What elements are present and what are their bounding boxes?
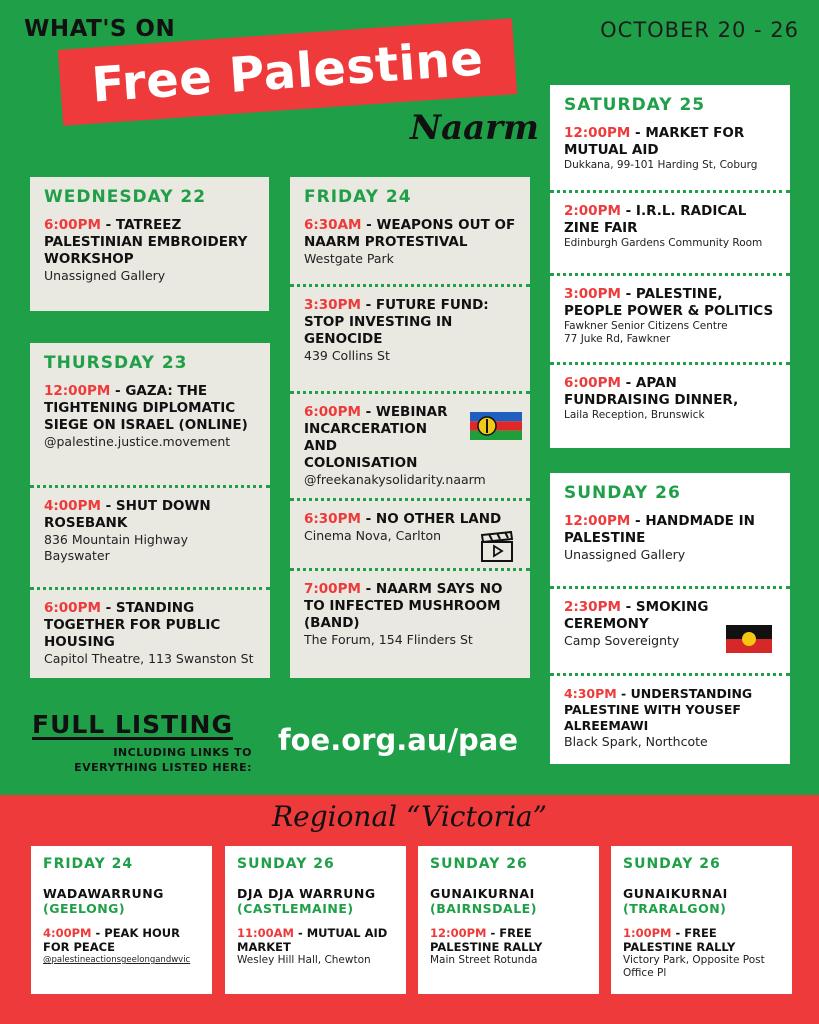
event-location: Wesley Hill Hall, Chewton [237,954,371,966]
event-item [550,273,790,362]
regional-heading: Regional “Victoria” [272,800,547,833]
kanaky-flag-icon [470,412,522,440]
location-title: Naarm [410,108,540,148]
event-time: 12:00PM [564,513,631,529]
event-location: Black Spark, Northcote [564,734,708,749]
event-item [30,373,270,485]
event-time: 6:30AM [304,217,362,233]
event-location: Capitol Theatre, 113 Swanston St [44,651,254,666]
event-title: - FREE PALESTINE RALLY [623,926,736,954]
event-time: 3:30PM [304,297,361,313]
event-title: - HANDMADE IN PALESTINE [564,513,755,546]
sunday-card [550,473,790,764]
event-time: 4:30PM [564,686,617,701]
whats-on-label: WHAT'S ON [24,16,176,42]
event-item [290,391,530,498]
event-item [550,503,790,586]
event-item [290,284,530,391]
regional-card [31,846,212,994]
friday-card [290,177,530,678]
event-location: Main Street Rotunda [430,954,538,966]
regional-day: FRIDAY 24 [43,856,134,872]
regional-town: (GEELONG) [43,901,126,916]
day-heading: SATURDAY 25 [564,95,706,115]
event-location: Unassigned Gallery [564,547,686,562]
event-time: 12:00PM [430,926,487,940]
event-title: - PEAK HOUR FOR PEACE [43,926,180,954]
event-location: Victory Park, Opposite Post Office Pl [623,954,765,979]
event-item [550,115,790,190]
event-location: @freekanakysolidarity.naarm [304,472,486,487]
thursday-card [30,343,270,678]
event-title: - MUTUAL AID MARKET [237,926,388,954]
day-heading: THURSDAY 23 [44,353,188,373]
event-item [290,498,530,568]
regional-day: SUNDAY 26 [237,856,335,872]
regional-card [225,846,406,994]
event-title: - WEBINAR INCARCERATION AND COLONISATION [304,404,448,471]
event-item [550,673,790,758]
event-time: 12:00PM [44,383,111,399]
regional-place: DJA DJA WARRUNG [237,886,376,901]
event-title: - PALESTINE, PEOPLE POWER & POLITICS [564,286,774,319]
event-item [30,587,270,675]
event-item [290,568,530,656]
event-time: 6:00PM [564,375,621,391]
event-location: Edinburgh Gardens Community Room [564,237,763,249]
event-title: - I.R.L. RADICAL ZINE FAIR [564,203,747,236]
event-item [550,586,790,673]
event-title: - STANDING TOGETHER FOR PUBLIC HOUSING [44,600,221,650]
event-time: 6:00PM [304,404,361,420]
regional-town: (CASTLEMAINE) [237,901,354,916]
day-heading: WEDNESDAY 22 [44,187,207,207]
wednesday-card [30,177,269,311]
event-time: 6:00PM [44,217,101,233]
event-location-line2: 77 Juke Rd, Fawkner [564,333,671,345]
event-title: - FUTURE FUND: STOP INVESTING IN GENOCIDE [304,297,489,347]
day-heading: SUNDAY 26 [564,483,681,503]
event-time: 4:00PM [43,926,92,940]
regional-place: GUNAIKURNAI [623,886,728,901]
event-item [30,485,270,587]
event-title: - APAN FUNDRAISING DINNER, [564,375,739,408]
day-heading: FRIDAY 24 [304,187,412,207]
event-time: 2:00PM [564,203,621,219]
event-location: Westgate Park [304,251,394,266]
event-location: Camp Sovereignty [564,633,680,648]
regional-day: SUNDAY 26 [430,856,528,872]
saturday-card [550,85,790,448]
event-location: Laila Reception, Brunswick [564,409,705,421]
film-clapper-icon [480,531,514,563]
regional-town: (TRARALGON) [623,901,727,916]
event-time: 2:30PM [564,599,621,615]
event-item [30,207,269,292]
event-location: 439 Collins St [304,348,390,363]
event-location: Fawkner Senior Citizens Centre [564,320,728,332]
event-title: - GAZA: THE TIGHTENING DIPLOMATIC SIEGE ON ISRAEL (ONLINE) [44,383,248,433]
full-listing-sub-line2: EVERYTHING LISTED HERE: [74,761,252,774]
event-title: - MARKET FOR MUTUAL AID [564,125,745,158]
event-title: - TATREEZ PALESTINIAN EMBROIDERY WORKSHOP [44,217,248,267]
event-time: 3:00PM [564,286,621,302]
event-item [550,362,790,430]
full-listing-sub-line1: INCLUDING LINKS TO [113,746,252,759]
regional-card [418,846,599,994]
page-title: Free Palestine [89,30,486,114]
event-time: 6:30PM [304,511,361,527]
event-title: - FREE PALESTINE RALLY [430,926,543,954]
listing-url-link[interactable]: foe.org.au/pae [278,723,519,757]
event-title: - SMOKING CEREMONY [564,599,709,632]
event-time: 6:00PM [44,600,101,616]
event-time: 1:00PM [623,926,672,940]
regional-place: WADAWARRUNG [43,886,164,901]
full-listing-heading: FULL LISTING [32,710,233,739]
event-time: 12:00PM [564,125,631,141]
regional-card [611,846,792,994]
event-item [550,190,790,273]
event-time: 7:00PM [304,581,361,597]
event-time: 11:00AM [237,926,294,940]
full-listing-subtext [40,745,252,775]
event-location: @palestine.justice.movement [44,434,231,449]
event-location: The Forum, 154 Flinders St [304,632,473,647]
event-title: - NAARM SAYS NO TO INFECTED MUSHROOM (BAND) [304,581,503,631]
aboriginal-flag-icon [726,625,772,653]
event-item [290,207,530,284]
regional-town: (BAIRNSDALE) [430,901,537,916]
date-range: OCTOBER 20 - 26 [600,18,799,42]
regional-day: SUNDAY 26 [623,856,721,872]
event-title: - SHUT DOWN ROSEBANK [44,498,211,531]
event-title: - WEAPONS OUT OF NAARM PROTESTIVAL [304,217,516,250]
event-title: - UNDERSTANDING PALESTINE WITH YOUSEF ALREEMAWI [564,686,753,733]
event-location[interactable]: @palestineactionsgeelongandwvic [43,955,191,965]
event-title: - NO OTHER LAND [360,511,502,527]
event-location: Unassigned Gallery [44,268,166,283]
event-location: 836 Mountain Highway Bayswater [44,532,189,563]
regional-place: GUNAIKURNAI [430,886,535,901]
event-location: Cinema Nova, Carlton [304,528,442,543]
event-time: 4:00PM [44,498,101,514]
event-location: Dukkana, 99-101 Harding St, Coburg [564,159,758,171]
